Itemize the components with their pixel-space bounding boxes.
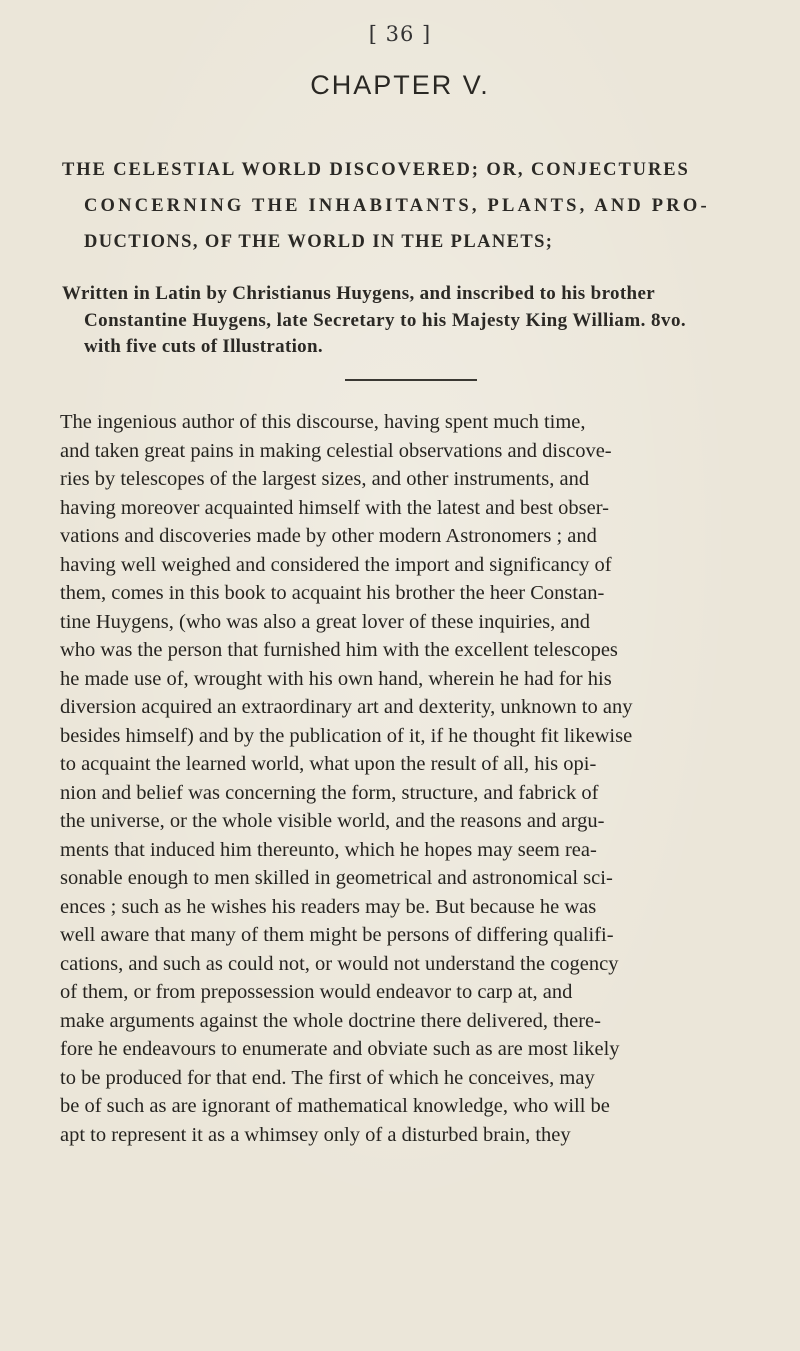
body-paragraph (60, 408, 790, 1149)
credit-line: Constantine Huygens, late Secretary to his Majesty King William. 8vo. (84, 310, 687, 331)
body-line: nion and belief was concerning the form, structure, and fabrick of (60, 781, 599, 804)
body-line: well aware that many of them might be persons of differing qualifi- (60, 924, 614, 946)
body-line: he made use of, wrought with his own hand, wherein he had for his (60, 667, 612, 690)
body-line: diversion acquired an extraordinary art and dexterity, unknown to any (60, 696, 633, 718)
body-line: of them, or from prepossession would endeavor to carp at, and (60, 981, 573, 1003)
body-line: and taken great pains in making celestial observations and discove- (60, 439, 612, 462)
body-line: having moreover acquainted himself with the latest and best obser- (60, 496, 609, 519)
body-line: sonable enough to men skilled in geometrical and astronomical sci- (60, 867, 613, 889)
body-line: cations, and such as could not, or would not understand the cogency (60, 952, 619, 975)
body-line: ments that induced him thereunto, which he hopes may seem rea- (60, 838, 597, 861)
body-line: ries by telescopes of the largest sizes, and other instruments, and (60, 468, 590, 490)
body-line: be of such as are ignorant of mathematical knowledge, who will be (60, 1095, 610, 1117)
page-number: [ 36 ] (368, 22, 432, 46)
section-heading-line: DUCTIONS, OF THE WORLD IN THE PLANETS; (84, 232, 554, 252)
body-line: make arguments against the whole doctrine there delivered, there- (60, 1009, 601, 1032)
body-line: to be produced for that end. The first of which he conceives, may (60, 1066, 595, 1089)
body-line: them, comes in this book to acquaint his brother the heer Constan- (60, 582, 605, 604)
chapter-title: CHAPTER V. (310, 70, 490, 100)
section-divider (345, 379, 477, 381)
body-line: having well weighed and considered the import and significancy of (60, 553, 612, 576)
body-line: tine Huygens, (who was also a great lover of these inquiries, and (60, 610, 591, 633)
credit-line: Written in Latin by Christianus Huygens, and inscribed to his brother (62, 283, 656, 304)
body-line: apt to represent it as a whimsey only of a disturbed brain, they (60, 1123, 571, 1146)
body-line: besides himself) and by the publication of it, if he thought fit likewise (60, 724, 633, 747)
section-heading-line: CONCERNING THE INHABITANTS, PLANTS, AND PRO- (84, 196, 710, 216)
body-line: ences ; such as he wishes his readers may be. But because he was (60, 895, 597, 918)
credit-line: with five cuts of Illustration. (84, 336, 323, 357)
body-line: fore he endeavours to enumerate and obviate such as are most likely (60, 1038, 620, 1060)
body-line: vations and discoveries made by other modern Astronomers ; and (60, 525, 597, 547)
body-line: who was the person that furnished him with the excellent telescopes (60, 639, 618, 661)
body-line: to acquaint the learned world, what upon the result of all, his opi- (60, 753, 597, 775)
body-line: the universe, or the whole visible world, and the reasons and argu- (60, 810, 605, 832)
body-line: The ingenious author of this discourse, having spent much time, (60, 411, 586, 433)
section-heading-line: THE CELESTIAL WORLD DISCOVERED; OR, CONJECTURES (62, 160, 690, 180)
